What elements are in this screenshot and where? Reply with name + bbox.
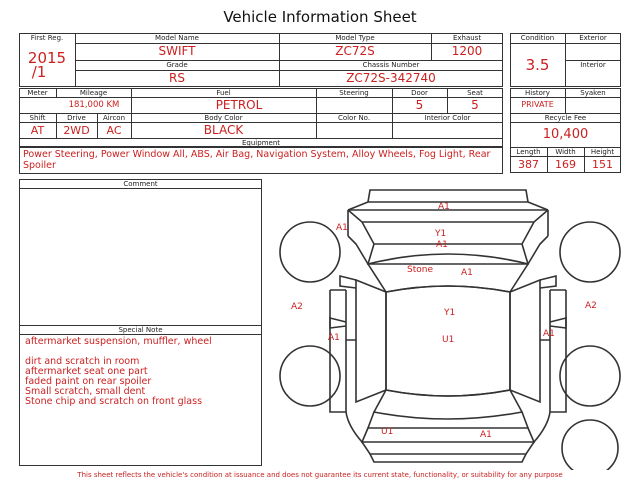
height-label: Height: [590, 148, 615, 156]
comment-box: [19, 179, 262, 326]
length-value: 387: [518, 158, 539, 171]
grade-label: Grade: [166, 61, 188, 69]
meter-label: Meter: [27, 89, 48, 97]
special-note-line: Small scratch, small dent: [25, 386, 146, 397]
syaken-label: Syaken: [580, 89, 606, 97]
damage-mark-rear-u1: U1: [381, 427, 394, 437]
damage-mark-left-side: A2: [291, 302, 303, 312]
special-note-line: Stone chip and scratch on front glass: [25, 396, 203, 407]
body-color-value: BLACK: [203, 123, 244, 137]
mileage-label: Mileage: [79, 89, 108, 97]
damage-mark-rear-bumper: A1: [480, 430, 492, 440]
length-label: Length: [516, 148, 541, 156]
condition-value: 3.5: [525, 56, 550, 74]
car-damage-diagram: [270, 180, 632, 470]
recycle-fee-value: 10,400: [542, 127, 589, 142]
fuel-value: PETROL: [215, 98, 263, 112]
exterior-label: Exterior: [579, 34, 607, 42]
special-note-line: aftermarket suspension, muffler, wheel: [25, 336, 212, 347]
model-type-label: Model Type: [335, 34, 375, 42]
height-value: 151: [592, 158, 613, 171]
aircon-label: Aircon: [102, 114, 126, 122]
shift-label: Shift: [29, 114, 46, 122]
special-note-label: Special Note: [118, 326, 163, 334]
seat-value: 5: [471, 98, 479, 112]
door-label: Door: [411, 89, 428, 97]
special-note-line: faded paint on rear spoiler: [25, 376, 152, 387]
comment-label: Comment: [123, 180, 158, 188]
body-color-label: Body Color: [204, 114, 243, 122]
exhaust-label: Exhaust: [452, 34, 482, 42]
interior-color-label: Interior Color: [424, 114, 471, 122]
fuel-label: Fuel: [216, 89, 231, 97]
damage-mark-rear-left-door: A1: [328, 333, 340, 343]
drive-label: Drive: [67, 114, 86, 122]
first-reg-month: /1: [31, 63, 47, 81]
special-note-list: [25, 337, 260, 407]
aircon-value: AC: [106, 124, 122, 137]
condition-label: Condition: [520, 34, 555, 42]
damage-mark-hood-a1: A1: [436, 240, 448, 250]
color-no-label: Color No.: [337, 114, 371, 122]
sheet-title: Vehicle Information Sheet: [223, 8, 417, 26]
damage-mark-front-left: A1: [336, 223, 348, 233]
damage-mark-roof: Y1: [444, 308, 456, 318]
damage-mark-windshield-stone: Stone: [407, 265, 433, 275]
recycle-fee-label: Recycle Fee: [544, 114, 587, 122]
chassis-number-value: ZC72S-342740: [346, 71, 436, 85]
equipment-label: Equipment: [242, 139, 280, 147]
damage-mark-windshield-a1: A1: [461, 268, 473, 278]
damage-mark-hood-y1: Y1: [435, 229, 447, 239]
width-value: 169: [555, 158, 576, 171]
history-label: History: [525, 89, 550, 97]
special-note-line: dirt and scratch in room: [25, 356, 140, 367]
first-reg-year: 2015: [27, 49, 67, 67]
history-value: PRIVATE: [521, 100, 554, 109]
damage-mark-right-side: A2: [585, 301, 597, 311]
model-type-value: ZC72S: [335, 44, 375, 58]
damage-mark-rear-right-door: A1: [543, 329, 555, 339]
grade-value: RS: [169, 71, 185, 85]
steering-label: Steering: [339, 89, 369, 97]
damage-mark-roof-u1: U1: [442, 335, 455, 345]
first-reg-label: First Reg.: [30, 34, 64, 42]
seat-label: Seat: [467, 89, 483, 97]
model-name-value: SWIFT: [158, 44, 196, 58]
exhaust-value: 1200: [451, 44, 483, 58]
chassis-number-label: Chassis Number: [362, 61, 420, 69]
damage-mark-front-bumper: A1: [438, 202, 450, 212]
shift-value: AT: [30, 124, 45, 137]
disclaimer-footer: This sheet reflects the vehicle's condition at issuance and does not guarantee its current state, functionality, or suitability for any purpose: [77, 471, 563, 479]
special-note-line: aftermarket seat one part: [25, 366, 148, 377]
width-label: Width: [555, 148, 576, 156]
drive-value: 2WD: [63, 124, 90, 137]
equipment-text: Power Steering, Power Window All, ABS, Air Bag, Navigation System, Alloy Wheels, Fog Light, Rear Spoiler: [23, 149, 491, 171]
mileage-value: 181,000 KM: [68, 100, 120, 110]
door-value: 5: [415, 98, 424, 112]
model-name-label: Model Name: [155, 34, 199, 42]
interior-label: Interior: [580, 61, 606, 69]
